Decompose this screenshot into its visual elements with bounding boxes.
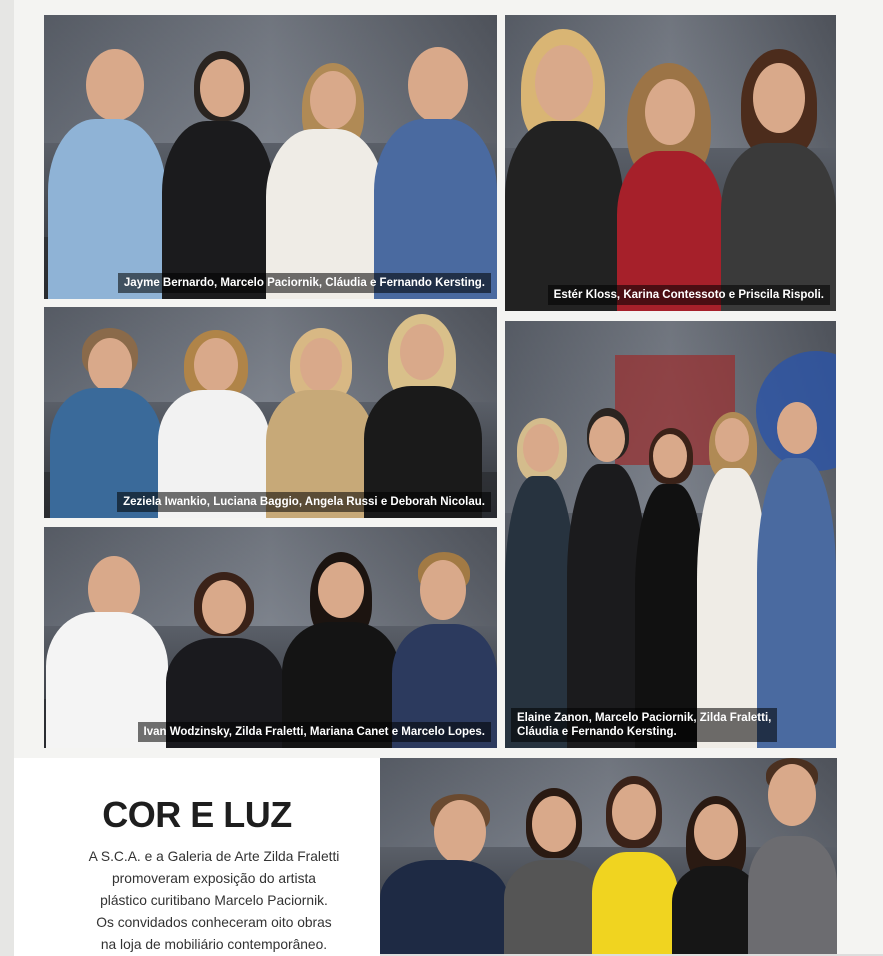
person-figure [617, 43, 723, 311]
person-figure [266, 322, 374, 518]
article-line: Os convidados conheceram oito obras [96, 915, 332, 930]
photo-caption: Jayme Bernardo, Marcelo Paciornik, Cláudia e Fernando Kersting. [118, 273, 491, 293]
person-figure [757, 402, 836, 748]
photo-4 [505, 321, 836, 748]
photo-caption: Estér Kloss, Karina Contessoto e Priscila Rispoli. [548, 285, 830, 305]
person-figure [266, 39, 384, 299]
person-figure [374, 31, 497, 299]
person-figure [504, 788, 604, 956]
page-margin [0, 0, 14, 956]
person-figure [364, 314, 482, 518]
person-figure [748, 758, 837, 956]
article-body [64, 846, 364, 956]
person-figure [721, 35, 836, 311]
person-figure [162, 39, 274, 299]
person-figure [46, 542, 168, 748]
article-block [14, 758, 380, 956]
article-line: na loja de mobiliário contemporâneo. [100, 937, 328, 952]
person-figure [672, 796, 760, 956]
person-figure [392, 552, 497, 748]
person-figure [635, 428, 705, 748]
photo-5 [44, 527, 497, 748]
article-line: promoveram exposição do artista [112, 871, 316, 886]
person-figure [48, 39, 166, 299]
photo-caption-line: Elaine Zanon, Marcelo Paciornik, Zilda Fraletti, [517, 712, 772, 724]
photo-caption: Ivan Wodzinsky, Zilda Fraletti, Mariana Canet e Marcelo Lopes. [138, 722, 491, 742]
photo-caption [511, 708, 777, 742]
photo-2 [505, 15, 836, 311]
person-figure [282, 552, 400, 748]
person-figure [50, 322, 162, 518]
photo-3 [44, 307, 497, 518]
photo-caption-line: Cláudia e Fernando Kersting. [517, 726, 677, 738]
photo-caption: Zeziela Iwankio, Luciana Baggio, Angela Russi e Deborah Nicolau. [117, 492, 491, 512]
article-line: A S.C.A. e a Galeria de Arte Zilda Fraletti [88, 849, 340, 864]
person-figure [380, 794, 508, 956]
person-figure [505, 418, 575, 748]
photo-6 [380, 758, 837, 956]
person-figure [158, 322, 270, 518]
person-figure [505, 27, 623, 311]
article-title: COR E LUZ [102, 794, 292, 835]
person-figure [592, 776, 678, 956]
photo-1 [44, 15, 497, 299]
article-line: plástico curitibano Marcelo Paciornik. [100, 893, 328, 908]
